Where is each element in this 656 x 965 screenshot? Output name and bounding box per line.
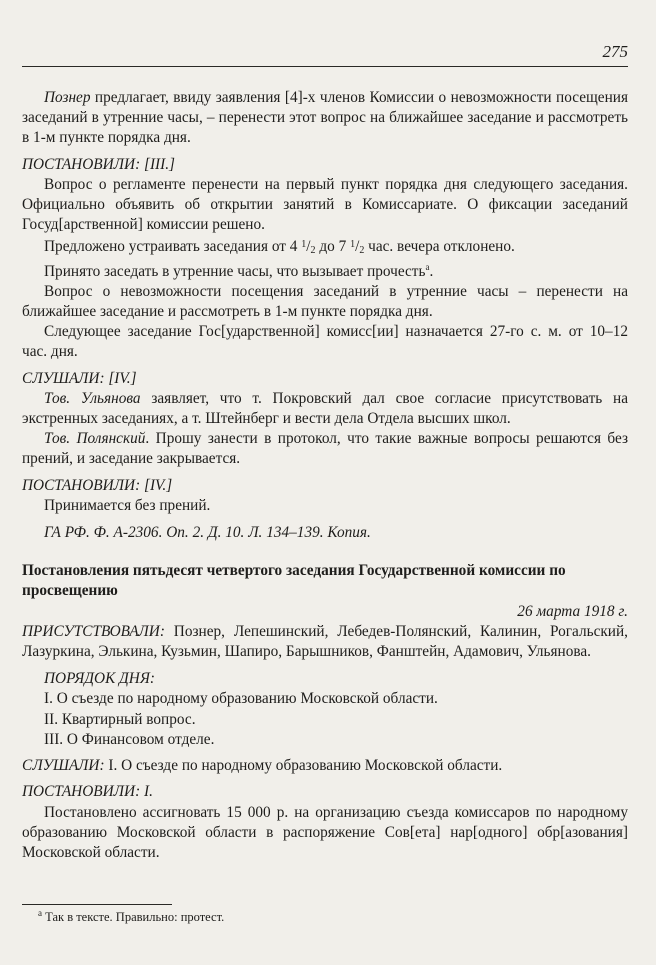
header-rule — [22, 66, 628, 67]
resolution-heading: ПОСТАНОВИЛИ: I. — [22, 783, 153, 801]
paragraph-text: . Прошу занести в протокол, что такие важные вопросы решаются без прений, и заседание закрывается. — [22, 430, 628, 468]
page-number: 275 — [602, 42, 628, 61]
paragraph: Следующее заседание Гос[ударственной] комисс[ии] назначается 27-го с. м. от 10–12 час. дня. — [22, 323, 628, 361]
archive-source: ГА РФ. Ф. А-2306. Оп. 2. Д. 10. Л. 134–139. Копия. — [44, 524, 371, 542]
heard-heading: СЛУШАЛИ: [IV.] — [22, 369, 137, 387]
attendees-list: Познер, Лепешинский, Лебедев-Полянский, Калинин, Рогальский, Лазуркина, Элькина, Кузьмин, Шапиро, Барышников, Фанштейн, Адамович, Ульянова. — [22, 622, 628, 661]
paragraph — [22, 262, 628, 282]
paragraph — [22, 429, 628, 469]
text-part: час. вечера отклонено. — [364, 238, 515, 256]
document-body — [22, 88, 628, 863]
speaker-name: Тов. Полянский — [44, 430, 146, 448]
heard-label: СЛУШАЛИ: — [22, 757, 105, 775]
paragraph-text: предлагает, ввиду заявления [4]-х членов Комиссии о невозможности посещения заседаний в утренние часы, – перенести этот вопрос на ближайшее заседание и рассмотреть в 1-м пункте порядка дня. — [22, 89, 628, 147]
speaker-name: Познер — [44, 89, 91, 106]
paragraph: Вопрос о невозможности посещения заседаний в утренние часы – перенести на ближайшее заседание и рассмотреть в 1-м пункте порядка дня. — [22, 282, 628, 321]
resolution-heading: ПОСТАНОВИЛИ: [III.] — [22, 155, 176, 173]
paragraph: Принимается без прений. — [44, 496, 211, 514]
footnote-mark: a — [38, 907, 42, 918]
agenda-item: III. О Финансовом отделе. — [44, 730, 215, 748]
paragraph: Предложено устраивать заседания от 4 $^1$/2 до 7 $^1$/2 час. вечера отклонено. — [44, 238, 515, 257]
paragraph-text: Принято заседать в утренние часы, что вызывает прочесть — [44, 262, 426, 280]
agenda-label: ПОРЯДОК ДНЯ: — [44, 670, 155, 688]
text-part: до 7 — [315, 238, 351, 256]
document-date: 26 марта 1918 г. — [517, 602, 628, 620]
attendees — [22, 622, 628, 662]
text-part: . — [429, 262, 434, 280]
footnote-text: Так в тексте. Правильно: протест. — [45, 910, 225, 924]
paragraph: Вопрос о регламенте перенести на первый пункт порядка дня следующего заседания. Официально объявить об открытии занятий в Комиссариате. О фиксации заседаний Госуд[арственной] комиссии решено. — [22, 175, 628, 234]
attendees-label: ПРИСУТСТВОВАЛИ: — [22, 622, 165, 640]
paragraph: Постановлено ассигновать 15 000 р. на организацию съезда комиссаров по народному образованию Московской области в распоряжение Сов[ета] нар[одного] обр[азования] Московской области. — [22, 803, 628, 861]
footnote — [38, 907, 225, 925]
agenda-item: I. О съезде по народному образованию Московской области. — [44, 690, 438, 708]
footnote-rule — [22, 904, 172, 905]
paragraph — [22, 88, 628, 149]
heard-line — [22, 756, 628, 776]
running-header — [22, 42, 628, 64]
heard-text: I. О съезде по народному образованию Московской области. — [104, 757, 503, 775]
section-title: Постановления пятьдесят четвертого заседания Государственной комиссии по просвещению — [22, 562, 566, 600]
paragraph-text: заявляет, что т. Покровский дал свое согласие присутствовать на экстренных заседаниях, а т. Штейнберг и вести дела Отдела высших школ. — [22, 389, 628, 428]
fraction-numerator: 1 — [350, 239, 356, 251]
paragraph — [22, 389, 628, 429]
fraction-numerator: 1 — [301, 239, 307, 251]
fraction-denominator: 2 — [310, 245, 316, 257]
resolution-heading: ПОСТАНОВИЛИ: [IV.] — [22, 476, 173, 494]
text-part: Предложено устраивать заседания от 4 — [44, 238, 302, 256]
footnote-marker: a — [425, 261, 430, 272]
agenda-item: II. Квартирный вопрос. — [44, 710, 196, 728]
fraction-denominator: 2 — [359, 245, 365, 257]
speaker-name: Тов. Ульянова — [44, 389, 141, 407]
